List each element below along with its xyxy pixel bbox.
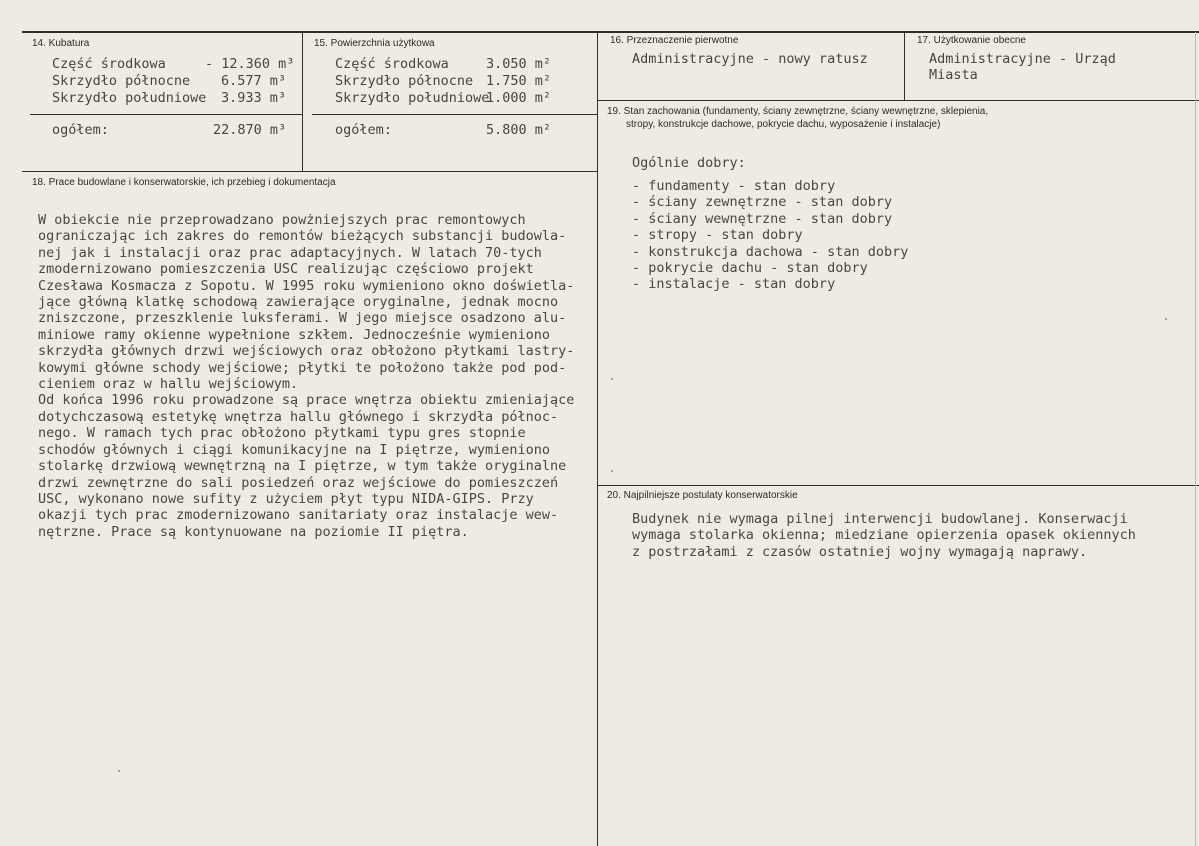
- text-line: jące główną klatkę schodową zawierające oryginalne, jednak mocno: [38, 294, 559, 311]
- text-line: drzwi zewnętrzne do sali posiedzeń oraz wejściowe do pomieszczeń: [38, 474, 559, 491]
- text-line: zmodernizowano pomieszczenia USC realizując częściowo projekt: [38, 261, 534, 278]
- list-item: - ściany wewnętrzne - stan dobry: [632, 210, 893, 227]
- text-line: Od końca 1996 roku prowadzone są prace wnętrza obiektu zmieniające: [38, 392, 575, 409]
- top-border: [22, 31, 1199, 33]
- text-line: stolarkę drzwiową wewnętrzną na I piętrze, w tym także oryginalne: [38, 458, 567, 475]
- list-item: - pokrycie dachu - stan dobry: [632, 260, 868, 277]
- paper-speck: [611, 378, 613, 380]
- text-line: USC, wykonano nowe sufity z użyciem płyt typu NIDA-GIPS. Przy: [38, 490, 534, 507]
- text-line: cieniem oraz w hallu wejściowym.: [38, 376, 299, 393]
- powierzchnia-row-value: 1.750 m²: [486, 73, 552, 89]
- field-19-label: 19. Stan zachowania (fundamenty, ściany zewnętrzne, ściany wewnętrzne, sklepienia,: [607, 106, 989, 117]
- kubatura-total-value: 22.870 m³: [213, 122, 287, 138]
- kubatura-row-name: Część środkowa: [52, 56, 166, 72]
- text-line: Czesława Kosmacza z Sopotu. W 1995 roku wymieniono okno doświetla-: [38, 277, 575, 294]
- text-line: okazji tych prac zmodernizowano sanitariaty oraz instalacje wew-: [38, 507, 559, 524]
- list-item: - instalacje - stan dobry: [632, 276, 836, 293]
- text-line: kowymi główne schody wejściowe; płytki te położono także pod pod-: [38, 359, 567, 376]
- powierzchnia-row-value: 1.000 m²: [486, 90, 552, 106]
- paper-speck: [611, 470, 613, 472]
- kubatura-sum-rule: [30, 114, 302, 115]
- list-item: - stropy - stan dobry: [632, 227, 803, 244]
- text-line: dotychczasową estetykę wnętrza hallu głównego i skrzydła północ-: [38, 408, 559, 425]
- field-14-label: 14. Kubatura: [32, 38, 90, 49]
- powierzchnia-sum-rule: [312, 114, 597, 115]
- kubatura-total-label: ogółem:: [52, 122, 109, 138]
- divider-v-16-17: [904, 32, 905, 100]
- field-16-label: 16. Przeznaczenie pierwotne: [610, 35, 739, 46]
- list-item: - ściany zewnętrzne - stan dobry: [632, 194, 893, 211]
- powierzchnia-row-name: Skrzydło północne: [335, 73, 474, 89]
- powierzchnia-row-name: Część środkowa: [335, 56, 449, 72]
- field-15-label: 15. Powierzchnia użytkowa: [314, 38, 435, 49]
- field-18-label: 18. Prace budowlane i konserwatorskie, ich przebieg i dokumentacja: [32, 177, 336, 188]
- paper-speck: [118, 770, 120, 772]
- field-19-label-cont: stropy, konstrukcje dachowe, pokrycie dachu, wyposażenie i instalacje): [626, 119, 941, 130]
- text-line: W obiekcie nie przeprowadzano powżniejszych prac remontowych: [38, 212, 526, 228]
- text-line: Budynek nie wymaga pilnej interwencji budowlanej. Konserwacji: [632, 511, 1128, 527]
- kubatura-row-value: 3.933 m³: [221, 90, 287, 106]
- text-line: nętrzne. Prace są kontynuowane na poziomie II piętra.: [38, 523, 469, 540]
- kubatura-row-value: 6.577 m³: [221, 73, 287, 89]
- text-line: zniszczone, przeszklenie luksferami. W jego miejsce osadzono alu-: [38, 310, 567, 327]
- kubatura-row-name: Skrzydło północne: [52, 73, 191, 89]
- kubatura-row-name: Skrzydło południowe: [52, 90, 207, 106]
- text-line: skrzydła głównych drzwi wejściowych oraz obłożono płytkami lastry-: [38, 343, 575, 360]
- right-edge: [1195, 32, 1196, 846]
- text-line: ograniczając ich zakres do remontów bieżących substancji budowla-: [38, 228, 567, 245]
- text-line: schodów głównych i ciągi komunikacyjne na I piętrze, wymieniono: [38, 441, 551, 458]
- powierzchnia-row-value: 3.050 m²: [486, 56, 552, 72]
- text-line: z postrzałami z czasów ostatniej wojny wymagają naprawy.: [632, 543, 1088, 560]
- field-19-heading: Ogólnie dobry:: [632, 155, 746, 171]
- divider-v-main: [597, 32, 598, 846]
- field-20-label: 20. Najpilniejsze postulaty konserwatorskie: [607, 490, 798, 501]
- field-17-value-line: Miasta: [929, 67, 978, 83]
- field-18-text: [38, 212, 574, 540]
- powierzchnia-row-name: Skrzydło południowe: [335, 90, 490, 106]
- text-line: nego. W ramach tych prac obłożono płytkami typu gres stopnie: [38, 425, 526, 442]
- paper-speck: [1165, 318, 1167, 320]
- divider-h-18: [22, 171, 598, 172]
- field-16-value: Administracyjne - nowy ratusz: [632, 51, 868, 67]
- text-line: nej jak i instalacji oraz prac adaptacyjnych. W latach 70-tych: [38, 244, 542, 261]
- text-line: miniowe ramy okienne wypełnione szkłem. Jednocześnie wymieniono: [38, 326, 551, 343]
- kubatura-row-value: - 12.360 m³: [205, 56, 295, 72]
- divider-h-20: [597, 485, 1199, 486]
- divider-h-19: [597, 100, 1199, 101]
- field-20-text: [632, 511, 1136, 560]
- divider-v-14-15: [302, 32, 303, 172]
- text-line: wymaga stolarka okienna; miedziane opierzenia opasek okiennych: [632, 527, 1136, 544]
- list-item: - konstrukcja dachowa - stan dobry: [632, 243, 909, 260]
- field-17-value-line: Administracyjne - Urząd: [929, 51, 1116, 67]
- powierzchnia-total-label: ogółem:: [335, 122, 392, 138]
- list-item: - fundamenty - stan dobry: [632, 178, 836, 194]
- field-17-label: 17. Użytkowanie obecne: [917, 35, 1026, 46]
- powierzchnia-total-value: 5.800 m²: [486, 122, 552, 138]
- field-19-list: [632, 178, 908, 293]
